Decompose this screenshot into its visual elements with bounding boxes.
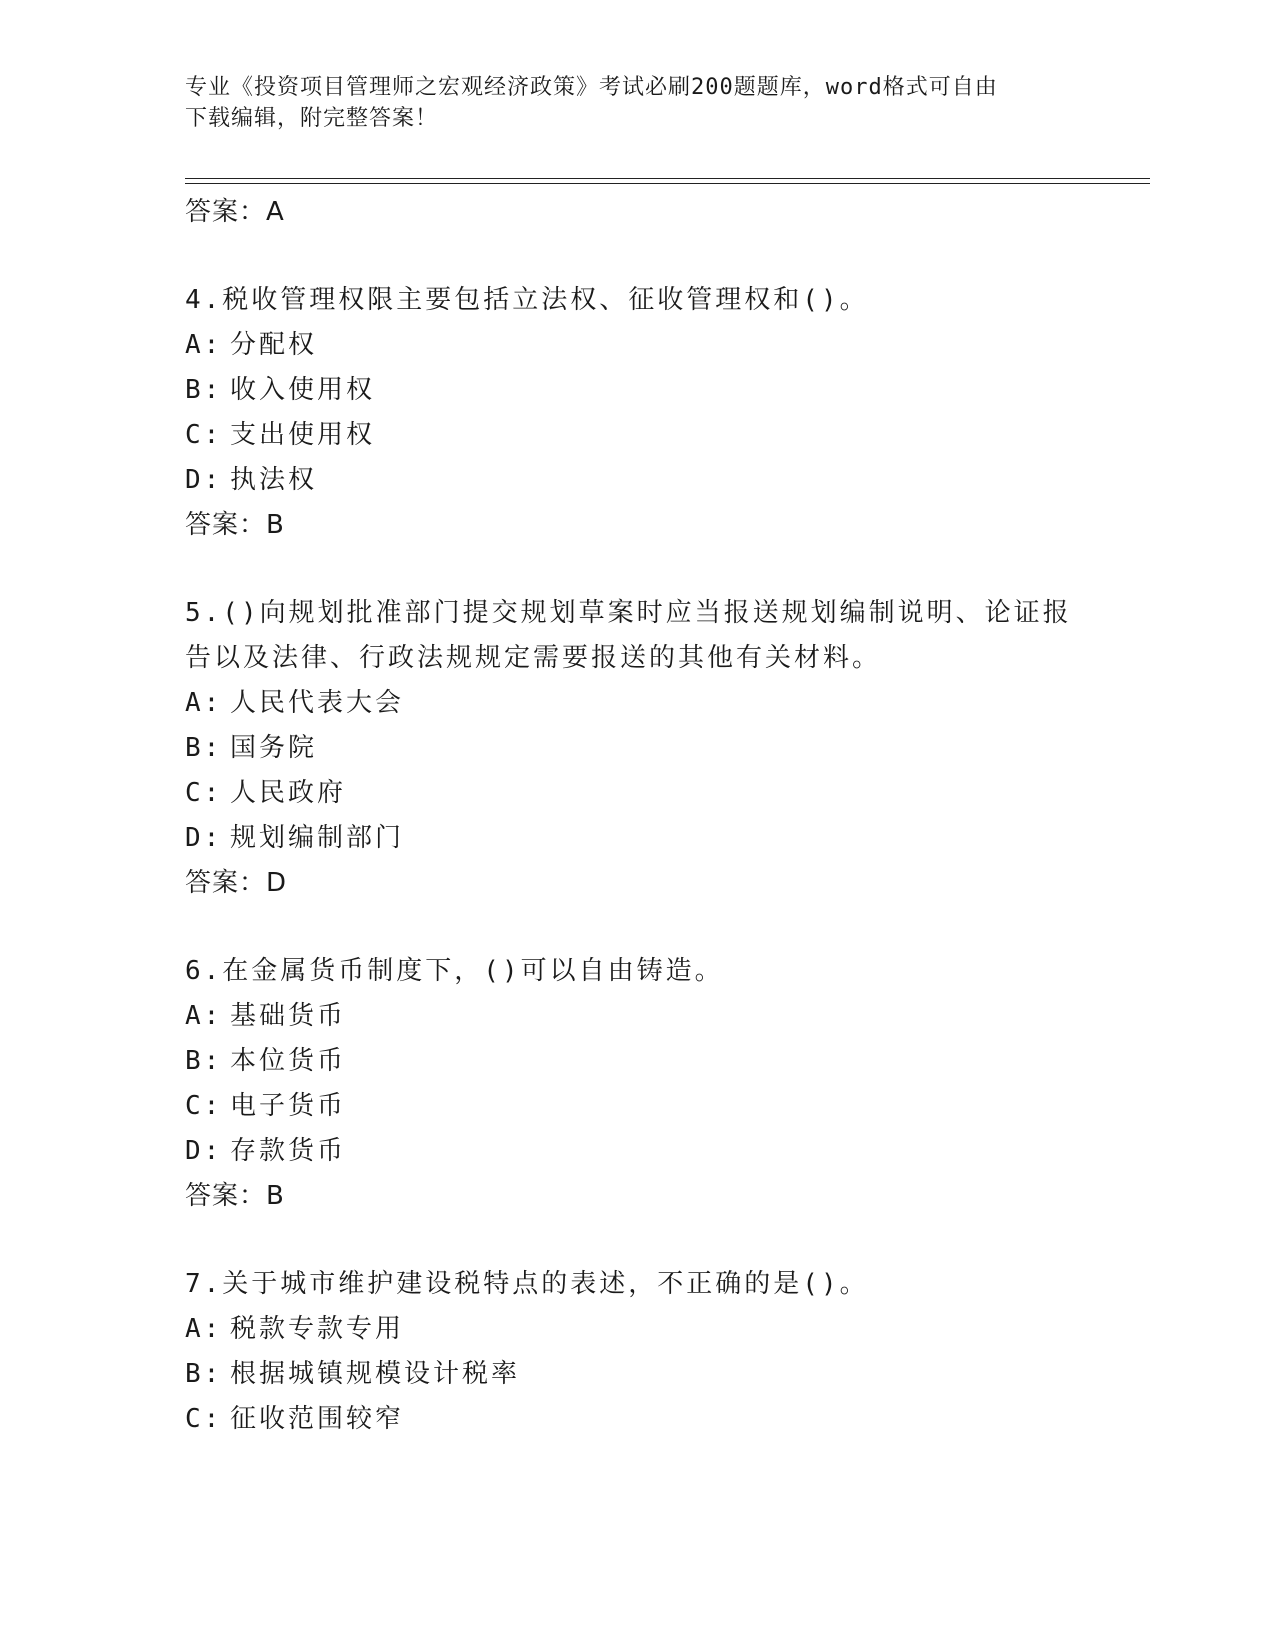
option-a — [185, 1307, 1085, 1352]
option-d — [185, 1129, 1085, 1174]
question-text-line-2: 告以及法律、行政法规规定需要报送的其他有关材料。 — [185, 643, 882, 673]
spacer — [185, 547, 1085, 591]
header-line-1: 专业《投资项目管理师之宏观经济政策》考试必刷200题题库，word格式可自由 — [185, 75, 998, 100]
spacer — [185, 234, 1085, 278]
option-letter: C: — [185, 1091, 223, 1121]
option-text: 电子货币 — [230, 1091, 347, 1121]
question-text: 6.在金属货币制度下，()可以自由铸造。 — [185, 956, 724, 986]
spacer — [185, 905, 1085, 949]
option-text: 人民代表大会 — [230, 688, 405, 718]
option-text: 执法权 — [230, 465, 318, 495]
header-divider-bottom — [185, 183, 1150, 184]
option-letter: C: — [185, 778, 223, 808]
option-c — [185, 1084, 1085, 1129]
option-a — [185, 681, 1085, 726]
option-letter: A: — [185, 1314, 223, 1344]
option-text: 支出使用权 — [230, 420, 376, 450]
header-divider-top — [185, 178, 1150, 179]
option-a — [185, 323, 1085, 368]
answer-text: 答案：B — [185, 510, 285, 540]
option-letter: D: — [185, 465, 223, 495]
option-text: 税款专款专用 — [230, 1314, 405, 1344]
question-text: 4.税收管理权限主要包括立法权、征收管理权和()。 — [185, 285, 869, 315]
option-text: 人民政府 — [230, 778, 347, 808]
option-letter: A: — [185, 1001, 223, 1031]
question-list — [185, 190, 1085, 1442]
question-block — [185, 949, 1085, 1218]
option-b — [185, 368, 1085, 413]
answer-text: 答案：D — [185, 868, 288, 898]
option-c — [185, 1397, 1085, 1442]
option-text: 基础货币 — [230, 1001, 347, 1031]
option-text: 收入使用权 — [230, 375, 376, 405]
answer-text: 答案：A — [185, 197, 285, 227]
option-b — [185, 1039, 1085, 1084]
option-d — [185, 816, 1085, 861]
option-letter: B: — [185, 733, 223, 763]
option-text: 分配权 — [230, 330, 318, 360]
option-text: 本位货币 — [230, 1046, 347, 1076]
answer-text: 答案：B — [185, 1181, 285, 1211]
question-block — [185, 1262, 1085, 1442]
option-a — [185, 994, 1085, 1039]
option-letter: C: — [185, 1404, 223, 1434]
document-header — [185, 72, 1085, 134]
option-letter: D: — [185, 1136, 223, 1166]
option-c — [185, 771, 1085, 816]
question-text-line-1: 5.()向规划批准部门提交规划草案时应当报送规划编制说明、论证报 — [185, 598, 1072, 628]
option-letter: B: — [185, 1046, 223, 1076]
option-letter: A: — [185, 688, 223, 718]
spacer — [185, 1218, 1085, 1262]
option-letter: C: — [185, 420, 223, 450]
option-text: 征收范围较窄 — [230, 1404, 405, 1434]
option-text: 国务院 — [230, 733, 318, 763]
option-text: 存款货币 — [230, 1136, 347, 1166]
question-text: 7.关于城市维护建设税特点的表述，不正确的是()。 — [185, 1269, 869, 1299]
question-block — [185, 591, 1085, 905]
option-c — [185, 413, 1085, 458]
option-text: 规划编制部门 — [230, 823, 405, 853]
option-letter: D: — [185, 823, 223, 853]
question-block — [185, 278, 1085, 547]
option-text: 根据城镇规模设计税率 — [230, 1359, 521, 1389]
option-b — [185, 726, 1085, 771]
option-letter: B: — [185, 375, 223, 405]
option-letter: B: — [185, 1359, 223, 1389]
option-d — [185, 458, 1085, 503]
option-letter: A: — [185, 330, 223, 360]
header-line-2: 下载编辑，附完整答案！ — [185, 106, 439, 131]
option-b — [185, 1352, 1085, 1397]
